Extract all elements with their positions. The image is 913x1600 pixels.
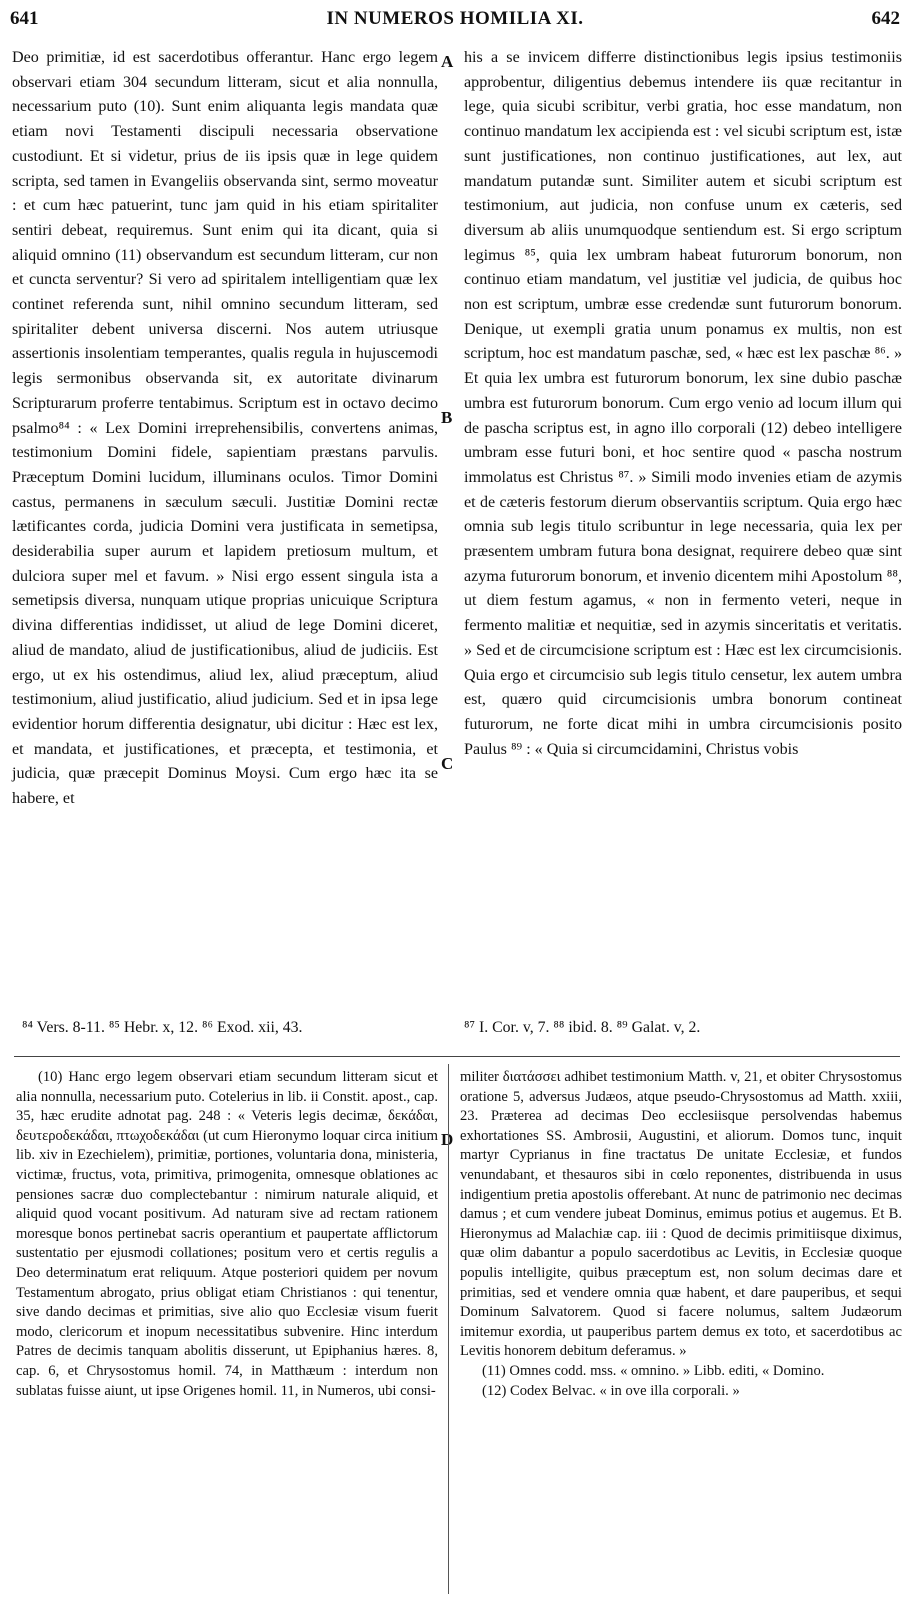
margin-letter-c: C: [441, 754, 454, 773]
body-text-right: his a se invicem differre distinctionibus legis ipsius testimoniis approbentur, diligentius debemus intendere iis quæ recitantur in lege, quia sicubi scribitur, verbi gratia, hoc esse mandatum, non continuo mandatum lex accipienda est : vel sicubi scriptum est, istæ sunt justificationes, non continuo justificationes, aut lex, aut mandatum putandæ sunt. Similiter autem et sicubi scriptum est testimonium, aut judicia, non confuse unum ex cæteris, sed diversum ab aliis unumquodque sentiendum est. Si ergo scriptum legimus ⁸⁵, quia lex umbram habeat futurorum bonorum, non continuo etiam mandatum, vel justitiæ vel judicia, de quibus hoc non est scriptum, umbræ esse credendæ sunt futurorum bonorum. Denique, ut exempli gratia unum ponamus ex multis, non est scriptum, hoc est mandatum paschæ, sed, « hæc est lex paschæ ⁸⁶. » Et quia lex umbra est futurorum bonorum, lex sine dubio paschæ umbra est futurorum bonorum. Cum ergo venio ad locum illum qui de pascha scriptus est, in agno illo corporali (12) debeo intelligere umbram esse futuri boni, et hoc sentire quod « pascha nostrum immolatus est Christus ⁸⁷. » Simili modo invenies etiam de azymis et de cæteris festorum dierum observantiis scriptum. Quia ergo hæc omnia sub legis titulo scribuntur in lege necessaria, quia lex per præsentem umbram futura bona designat, requirere debeo quæ sint azyma futurorum bonorum, et invenio dicentem mihi Apostolum ⁸⁸, ut diem festum agamus, « non in fermento veteri, neque in fermento malitiæ et nequitiæ, sed in azymis sinceritatis et veritatis. » Sed et de circumcisione scriptum est : Hæc est lex circumcisionis. Quia ergo et circumcisio sub legis titulo censetur, lex autem umbra est, quæro quid circumcisionis umbra bonorum contineat futurorum, ne forte dicat mihi in umbra circumcisionis posito Paulus ⁸⁹ : « Quia si circumcidamini, Christus vobis: [464, 49, 902, 758]
scripture-references-right: ⁸⁷ I. Cor. v, 7. ⁸⁸ ibid. 8. ⁸⁹ Galat. v, 2.: [464, 1019, 701, 1036]
note-10-continued: militer διατάσσει adhibet testimonium Matth. v, 21, et obiter Chrysostomus oratione 5, adversus Judæos, atque pseudo-Chrysostomus ad Matth. xxiii, 23. Præterea ad decimas Deo ecclesiisque persolvendas habemus exhortationes SS. Ambrosii, Augustini, et aliorum. Domos tunc, inquit martyr Cyprianus in fine tractatus De unitate Ecclesiæ, et fundos venundabant, et thesauros sibi in cœlo reponentes, distribuenda in usus indigentium pretia apostolis offerebant. At nunc de patrimonio nec decimas damus ; et cum vendere jubeat Dominus, emimus potius et augemus. Et B. Hieronymus ad Malachiæ cap. iii : Quod de decimis primitiisque diximus, quæ olim dabantur a populo sacerdotibus ac Levitis, in Ecclesiæ quoque populis intelligite, quibus præceptum est, non solum decimas dare et primitias, sed et vendere omnia quæ habent, et dare pauperibus, et sequi Dominum Salvatorem. Quod si facere nolumus, saltem Judæorum imitemur exordia, ut pauperibus partem demus ex toto, et sacerdotibus ac Levitis honorem debitum deferamus. »: [460, 1069, 902, 1360]
page-number-right: 642: [871, 8, 900, 29]
scripture-references-left: ⁸⁴ Vers. 8-11. ⁸⁵ Hebr. x, 12. ⁸⁶ Exod. xii, 43.: [22, 1019, 303, 1036]
page-header: [10, 8, 900, 38]
notes-column-separator: [448, 1064, 449, 1594]
body-text-left: Deo primitiæ, id est sacerdotibus offerantur. Hanc ergo legem observari etiam 304 secundum litteram, sicut et alia nonnulla, necessarium puto (10). Sunt enim aliquanta legis mandata quæ etiam novi Testamenti discipuli necessaria observatione custodiunt. Et si videtur, prius de iis ipsis quæ in lege quidem scripta, sed tamen in Evangeliis observanda sint, sermo moveatur : et cum hæc patuerint, tunc jam quid in his etiam spiritaliter sentiri debeat, requiremus. Sunt enim qui ita dicant, quia si aliquid omnino (11) observandum est secundum litteram, cur non et cuncta serventur? Si vero ad spiritalem intelligentiam quæ lex continet referenda sunt, nihil omnino secundum litteram, sed spiritaliter debent universa discerni. Nos autem utriusque assertionis insolentiam temperantes, qualis regula in hujuscemodi legis sermonibus observanda sit, ex autoritate divinarum Scripturarum proferre tentabimus. Scriptum est in octavo decimo psalmo⁸⁴ : « Lex Domini irreprehensibilis, convertens animas, testimonium Domini fidele, sapientiam præstans parvulis. Præceptum Domini lucidum, illuminans oculos. Timor Domini castus, permanens in sæculum sæculi. Justitiæ Domini rectæ lætificantes corda, judicia Domini vera justificata in semetipsa, desiderabilia super aurum et lapidem pretiosum multum, et dulciora super mel et favum. » Nisi ergo essent singula ista a semetipsis diversa, nunquam utique proprias unicuique Scriptura divina differentias indidisset, ut aliud de lege Domini diceret, aliud de mandato, aliud de justificationibus, aliud de judiciis. Est ergo, ut ex his ostendimus, aliud lex, aliud præceptum, aliud testimonium, aliud justificatio, aliud judicium. Sed et in ipsa lege evidentior horum differentia designatur, ubi dicitur : Hæc est lex, et mandata, et justificationes, et præcepta, et testimonia, et judicia, quæ præcepit Dominus Moysi. Cum ergo hæc ita se habere, et: [12, 49, 438, 808]
margin-letter-d: D: [441, 1130, 454, 1149]
notes-divider: [14, 1056, 900, 1057]
main-text-right-column: [464, 46, 902, 762]
commentary-notes-right: [460, 1068, 902, 1401]
commentary-notes-left: [16, 1068, 438, 1401]
note-10: (10) Hanc ergo legem observari etiam secundum litteram sicut et alia nonnulla, necessarium puto. Cotelerius in lib. ii Constit. apost., cap. 35, hæc erudite adnotat pag. 248 : « Veteris legis decimæ, δεκάδαι, δευτεροδεκάδαι, πτωχοδεκάδαι (ut cum Hieronymo loquar circa initium lib. xiv in Ezechielem), primitiæ, portiones, voluntaria dona, ministeria, victimæ, fructus, vota, primitiva, primogenita, omnesque oblationes ac pensiones sacræ duo complectebantur : nimirum naturale aliquid, et aliquid quod vocant positivum. Ad naturam sive ad rectam rationem moresque bonos pertinebat sacris operantium et paupertate afflictorum sustentatio per ejusmodi collationes; positum vero et certis regulis a Deo determinatum erat reliquum. Atque posteriori quidem per novum Testamentum abrogato, prius obligat etiam Christianos : qui tenentur, sive dando decimas et primitias, sive alio quo Ecclesiæ visum fuerit modo, clericorum et inopum necessitatibus subvenire. Hinc interdum Patres de decimis tanquam abolitis disserunt, ut Epiphanius hæres. 8, cap. 6, et Chrysostomus homil. 74, in Matthæum : interdum non sublatas fuisse aiunt, ut ipse Origenes homil. 11, in Numeros, ubi consi-: [16, 1069, 438, 1399]
note-12: (12) Codex Belvac. « in ove illa corporali. »: [482, 1382, 740, 1399]
note-11: (11) Omnes codd. mss. « omnino. » Libb. editi, « Domino.: [482, 1362, 825, 1379]
running-title: IN NUMEROS HOMILIA XI.: [326, 8, 584, 29]
margin-letter-a: A: [441, 52, 454, 71]
main-text-left-column: [12, 46, 438, 812]
margin-letter-b: B: [441, 408, 453, 427]
page-number-left: 641: [10, 8, 39, 29]
